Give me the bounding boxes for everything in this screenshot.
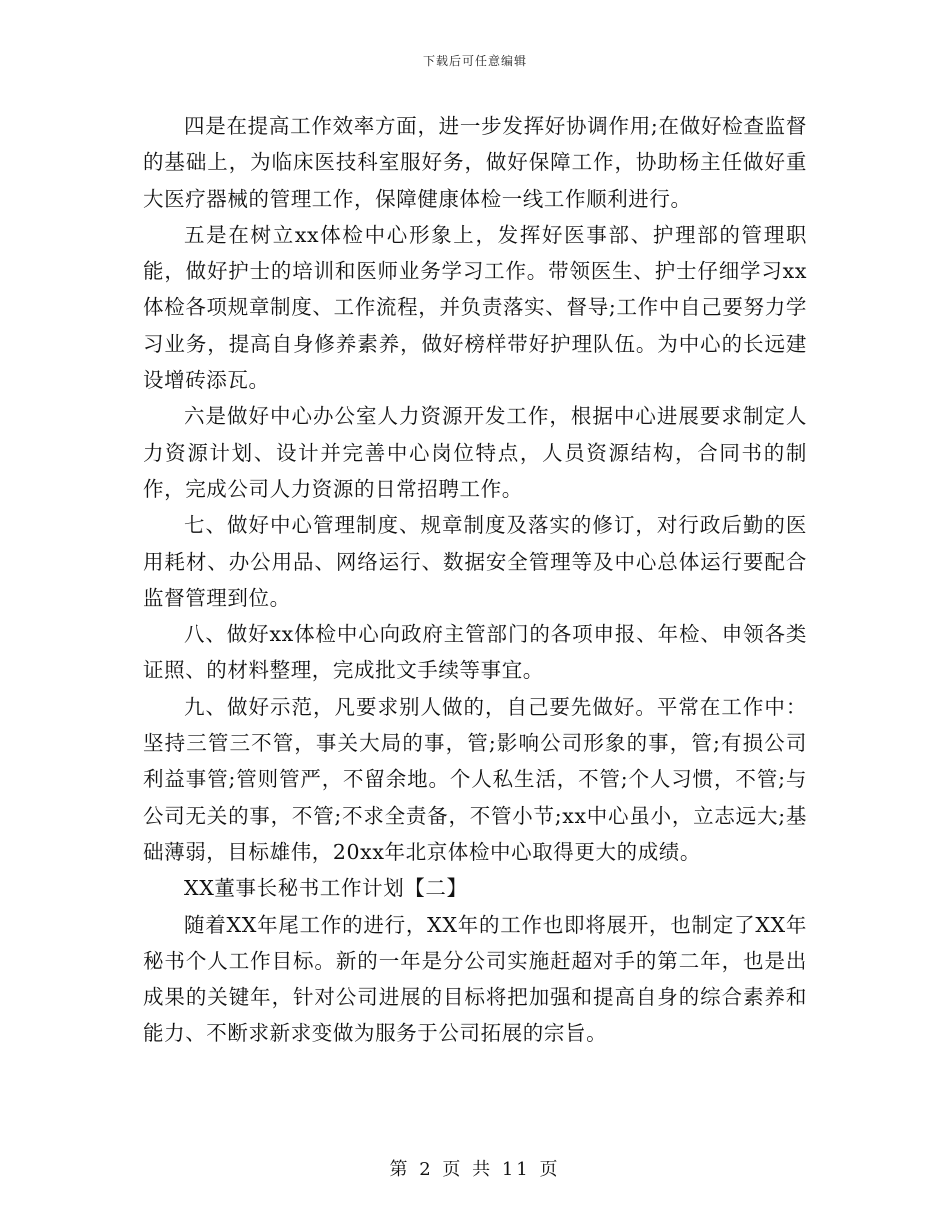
paragraph: 随着XX年尾工作的进行，XX年的工作也即将展开，也制定了XX年秘书个人工作目标。新的一年是分公司实施赶超对手的第二年，也是出成果的关键年，针对公司进展的目标将把加强和提高自身的综合素养和能力、不断求新求变做为服务于公司拓展的宗旨。 — [143, 912, 807, 1046]
section-heading: XX董事长秘书工作计划【二】 — [184, 876, 468, 901]
page-header: 下载后可任意编辑 — [422, 54, 527, 68]
paragraph: 六是做好中心办公室人力资源开发工作，根据中心进展要求制定人力资源计划、设计并完善中心岗位特点，人员资源结构，合同书的制作，完成公司人力资源的日常招聘工作。 — [143, 404, 807, 501]
page-number: 第 2 页 共 11 页 — [389, 1159, 561, 1180]
paragraph: 七、做好中心管理制度、规章制度及落实的修订，对行政后勤的医用耗材、办公用品、网络运行、数据安全管理等及中心总体运行要配合监督管理到位。 — [143, 513, 807, 610]
paragraph: 九、做好示范，凡要求别人做的，自己要先做好。平常在工作中：坚持三管三不管，事关大局的事，管;影响公司形象的事，管;有损公司利益事管;管则管严，不留余地。个人私生活，不管;个人习惯，不管;与公司无关的事，不管;不求全责备，不管小节;xx中心虽小，立志远大;基础薄弱，目标雄伟，20xx年北京体检中心取得更大的成绩。 — [143, 694, 807, 864]
paragraph: 五是在树立xx体检中心形象上，发挥好医事部、护理部的管理职能，做好护士的培训和医师业务学习工作。带领医生、护士仔细学习xx体检各项规章制度、工作流程，并负责落实、督导;工作中自己要努力学习业务，提高自身修养素养，做好榜样带好护理队伍。为中心的长远建设增砖添瓦。 — [143, 222, 807, 393]
paragraph: 四是在提高工作效率方面，进一步发挥好协调作用;在做好检查监督的基础上，为临床医技科室服好务，做好保障工作，协助杨主任做好重大医疗器械的管理工作，保障健康体检一线工作顺利进行。 — [143, 114, 807, 211]
document-body — [143, 108, 807, 1052]
paragraph: 八、做好xx体检中心向政府主管部门的各项申报、年检、申领各类证照、的材料整理，完成批文手续等事宜。 — [143, 622, 807, 683]
